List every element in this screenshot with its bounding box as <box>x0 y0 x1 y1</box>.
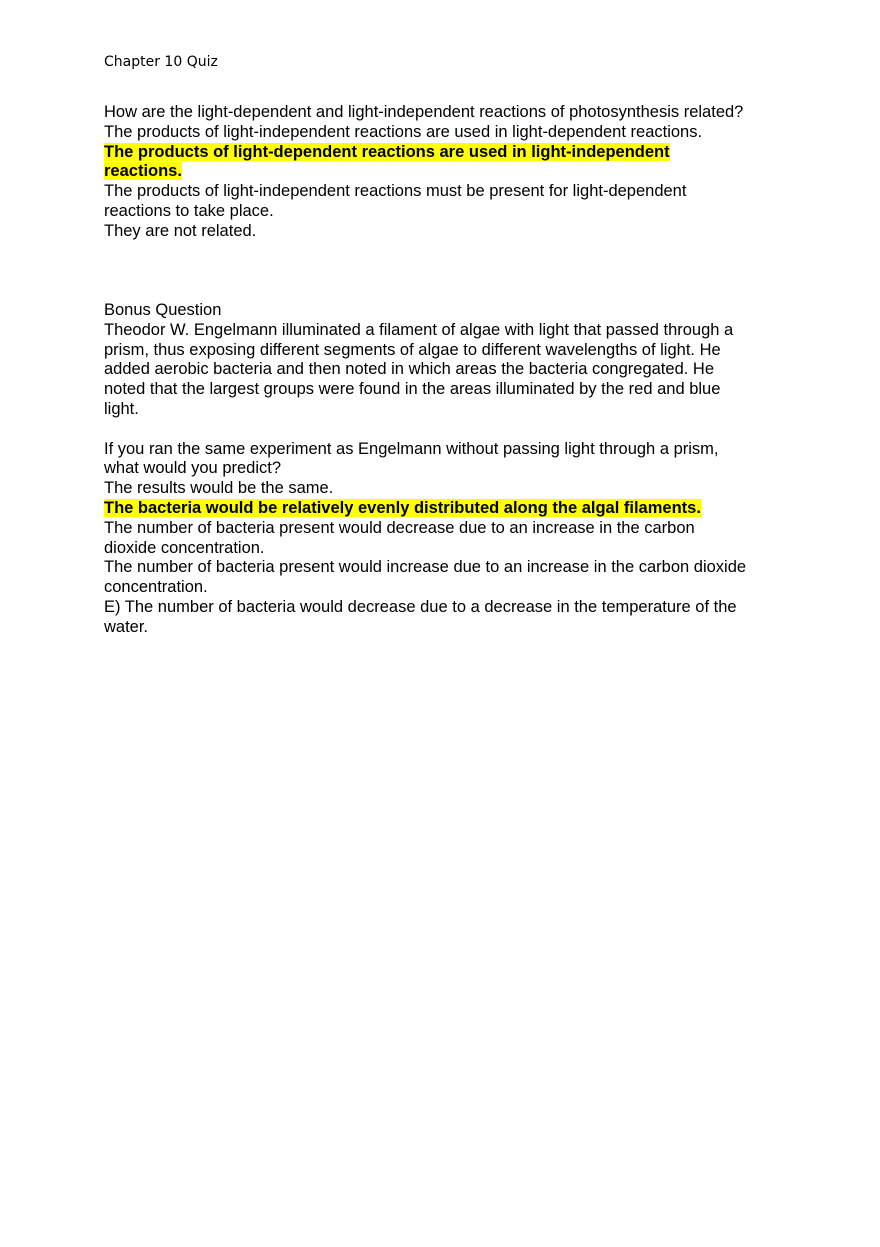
blank-line <box>104 420 794 440</box>
question-1 <box>104 103 794 242</box>
answer-line: water. <box>104 617 149 636</box>
passage-line: Theodor W. Engelmann illuminated a filament of algae with light that passed through a <box>104 320 734 339</box>
answer-line: concentration. <box>104 578 208 597</box>
bonus-question-text <box>104 440 794 480</box>
answer-line: E) The number of bacteria would decrease due to a decrease in the temperature of the <box>104 597 737 616</box>
bonus-question <box>104 301 794 638</box>
question-line: what would you predict? <box>104 459 282 478</box>
bonus-passage <box>104 321 794 420</box>
chapter-title: Chapter 10 Quiz <box>104 54 218 70</box>
answer-line: The products of light-independent reactions are used in light-dependent reactions. <box>104 122 703 141</box>
highlighted-answer-line: reactions. <box>104 162 182 181</box>
answer-line: The number of bacteria present would increase due to an increase in the carbon dioxide <box>104 558 747 577</box>
answer-line: The number of bacteria present would decrease due to an increase in the carbon <box>104 518 695 537</box>
answer-line: The results would be the same. <box>104 479 334 498</box>
question-1-answer-c <box>104 182 794 222</box>
answer-line: dioxide concentration. <box>104 538 265 557</box>
highlighted-answer-line: The bacteria would be relatively evenly distributed along the algal filaments. <box>104 498 701 517</box>
bonus-answer-e <box>104 598 794 638</box>
question-1-answer-b-correct <box>104 143 794 183</box>
answer-line: The products of light-independent reactions must be present for light-dependent <box>104 182 687 201</box>
bonus-answer-a <box>104 479 794 499</box>
passage-line: light. <box>104 399 139 418</box>
question-1-text: How are the light-dependent and light-independent reactions of photosynthesis related? <box>104 103 744 121</box>
highlighted-answer-line: The products of light-dependent reactions are used in light-independent <box>104 142 670 161</box>
bonus-heading: Bonus Question <box>104 301 222 319</box>
passage-line: prism, thus exposing different segments of algae to different wavelengths of light. He <box>104 340 721 359</box>
question-1-answer-d <box>104 222 794 242</box>
bonus-answer-b-correct <box>104 499 794 519</box>
passage-line: added aerobic bacteria and then noted in which areas the bacteria congregated. He <box>104 360 715 379</box>
passage-line: noted that the largest groups were found in the areas illuminated by the red and blue <box>104 380 721 399</box>
answer-line: They are not related. <box>104 221 257 240</box>
bonus-answer-d <box>104 558 794 598</box>
answer-line: reactions to take place. <box>104 201 274 220</box>
bonus-answer-c <box>104 519 794 559</box>
question-line: If you ran the same experiment as Engelmann without passing light through a prism, <box>104 439 719 458</box>
question-1-answer-a <box>104 123 794 143</box>
